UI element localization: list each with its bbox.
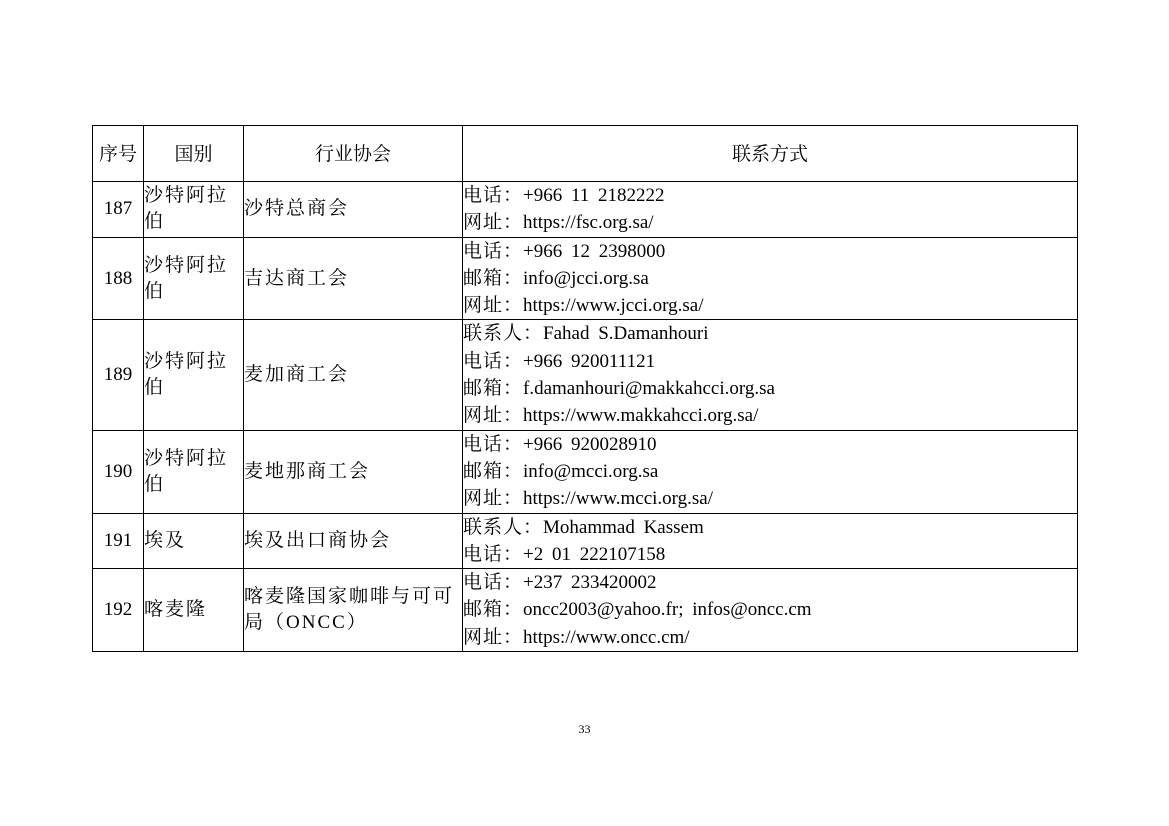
header-association: 行业协会 <box>244 126 463 182</box>
row-contact-details <box>463 513 1078 569</box>
contact-label: 电话： <box>463 543 524 565</box>
contact-label: 联系人： <box>463 516 544 538</box>
row-association: 麦加商工会 <box>244 320 463 430</box>
contact-value: +2 01 222107158 <box>523 543 666 565</box>
contact-value: oncc2003@yahoo.fr; infos@oncc.cm <box>523 599 812 621</box>
contact-line <box>463 265 1077 292</box>
header-contact: 联系方式 <box>463 126 1078 182</box>
contact-line <box>463 569 1077 596</box>
contact-value: info@mcci.org.sa <box>523 460 659 482</box>
contact-line <box>463 485 1077 512</box>
contact-label: 邮箱： <box>463 460 524 482</box>
contact-line <box>463 209 1077 236</box>
row-association: 吉达商工会 <box>244 237 463 320</box>
row-serial-number: 191 <box>93 513 144 569</box>
contact-line <box>463 375 1077 402</box>
page-number: 33 <box>578 722 591 736</box>
contact-value: https://www.mcci.org.sa/ <box>523 488 713 510</box>
contact-value: Mohammad Kassem <box>543 516 704 538</box>
contact-label: 电话： <box>463 572 524 594</box>
row-country: 沙特阿拉伯 <box>144 320 244 430</box>
contact-value: https://www.jcci.org.sa/ <box>523 295 704 317</box>
row-association: 埃及出口商协会 <box>244 513 463 569</box>
contact-line <box>463 182 1077 209</box>
table-row <box>93 237 1078 320</box>
contact-label: 网址： <box>463 212 524 234</box>
contact-line <box>463 514 1077 541</box>
contact-value: Fahad S.Damanhouri <box>543 323 709 345</box>
contact-value: info@jcci.org.sa <box>523 267 649 289</box>
table-row <box>93 430 1078 513</box>
row-serial-number: 192 <box>93 569 144 652</box>
contact-label: 电话： <box>463 433 524 455</box>
contact-label: 电话： <box>463 240 524 262</box>
contact-value: +966 11 2182222 <box>523 185 665 206</box>
table-body <box>93 182 1078 652</box>
contact-line <box>463 431 1077 458</box>
table-row <box>93 320 1078 430</box>
contact-value: https://www.oncc.cm/ <box>523 626 690 648</box>
header-serial-number: 序号 <box>93 126 144 182</box>
header-country: 国别 <box>144 126 244 182</box>
row-country: 沙特阿拉伯 <box>144 182 244 238</box>
contact-line <box>463 458 1077 485</box>
contact-value: https://fsc.org.sa/ <box>523 212 654 234</box>
contact-line <box>463 292 1077 319</box>
contact-line <box>463 541 1077 568</box>
table-row <box>93 182 1078 238</box>
contact-label: 邮箱： <box>463 267 524 289</box>
row-association: 喀麦隆国家咖啡与可可局（ONCC） <box>244 569 463 652</box>
contact-value: +966 920011121 <box>523 350 656 372</box>
contact-value: f.damanhouri@makkahcci.org.sa <box>523 378 775 400</box>
contact-value: +966 920028910 <box>523 433 657 455</box>
contact-line <box>463 238 1077 265</box>
contact-label: 联系人： <box>463 323 544 345</box>
contact-value: +966 12 2398000 <box>523 240 666 262</box>
contact-label: 电话： <box>463 185 524 206</box>
row-contact-details <box>463 182 1078 238</box>
row-serial-number: 188 <box>93 237 144 320</box>
table-row <box>93 569 1078 652</box>
contact-label: 邮箱： <box>463 378 524 400</box>
row-country: 沙特阿拉伯 <box>144 237 244 320</box>
table-header-row <box>93 126 1078 182</box>
contact-label: 邮箱： <box>463 599 524 621</box>
contact-label: 网址： <box>463 405 524 427</box>
contact-line <box>463 596 1077 623</box>
contact-value: +237 233420002 <box>523 572 657 594</box>
association-contact-table <box>92 125 1078 652</box>
contact-value: https://www.makkahcci.org.sa/ <box>523 405 759 427</box>
row-contact-details <box>463 320 1078 430</box>
contact-line <box>463 320 1077 347</box>
contact-line <box>463 624 1077 651</box>
row-contact-details <box>463 237 1078 320</box>
contact-label: 网址： <box>463 295 524 317</box>
contact-line <box>463 348 1077 375</box>
row-association: 麦地那商工会 <box>244 430 463 513</box>
row-country: 喀麦隆 <box>144 569 244 652</box>
contact-label: 网址： <box>463 626 524 648</box>
row-serial-number: 189 <box>93 320 144 430</box>
table-row <box>93 513 1078 569</box>
row-country: 埃及 <box>144 513 244 569</box>
contact-label: 网址： <box>463 488 524 510</box>
contact-line <box>463 402 1077 429</box>
row-contact-details <box>463 569 1078 652</box>
row-contact-details <box>463 430 1078 513</box>
row-serial-number: 187 <box>93 182 144 238</box>
row-country: 沙特阿拉伯 <box>144 430 244 513</box>
row-association: 沙特总商会 <box>244 182 463 238</box>
row-serial-number: 190 <box>93 430 144 513</box>
contact-label: 电话： <box>463 350 524 372</box>
